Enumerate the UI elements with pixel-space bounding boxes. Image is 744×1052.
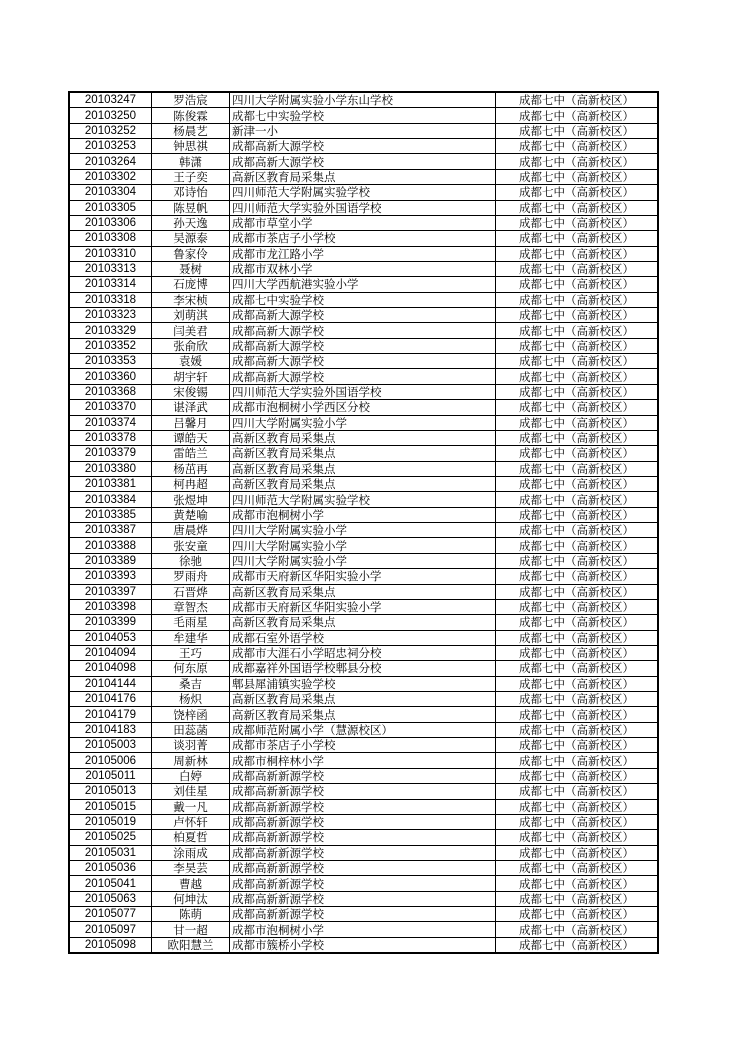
table-row [69, 645, 658, 660]
student-name-cell: 毛雨星 [152, 615, 230, 630]
student-name-cell: 韩潇 [152, 154, 230, 169]
admitted-school-cell: 成都七中（高新校区） [496, 922, 659, 937]
student-id-cell: 20105011 [69, 768, 152, 783]
table-row [69, 784, 658, 799]
student-id-cell: 20103387 [69, 523, 152, 538]
table-row [69, 768, 658, 783]
table-row [69, 661, 658, 676]
origin-school-cell: 成都高新大源学校 [230, 354, 496, 369]
table-row [69, 108, 658, 123]
origin-school-cell: 成都高新新源学校 [230, 768, 496, 783]
student-id-cell: 20103329 [69, 323, 152, 338]
origin-school-cell: 四川大学附属实验小学 [230, 415, 496, 430]
admission-list-table [68, 91, 659, 954]
student-id-cell: 20103252 [69, 123, 152, 138]
student-name-cell: 杨炽 [152, 692, 230, 707]
table-row [69, 876, 658, 891]
origin-school-cell: 高新区教育局采集点 [230, 476, 496, 491]
admitted-school-cell: 成都七中（高新校区） [496, 308, 659, 323]
student-name-cell: 曹越 [152, 876, 230, 891]
table-row [69, 907, 658, 922]
admitted-school-cell: 成都七中（高新校区） [496, 661, 659, 676]
table-row [69, 799, 658, 814]
admitted-school-cell: 成都七中（高新校区） [496, 261, 659, 276]
student-id-cell: 20103314 [69, 277, 152, 292]
table-row [69, 922, 658, 937]
student-id-cell: 20103310 [69, 246, 152, 261]
table-row [69, 92, 658, 108]
admitted-school-cell: 成都七中（高新校区） [496, 384, 659, 399]
student-id-cell: 20103308 [69, 231, 152, 246]
admitted-school-cell: 成都七中（高新校区） [496, 123, 659, 138]
admitted-school-cell: 成都七中（高新校区） [496, 799, 659, 814]
student-id-cell: 20103368 [69, 384, 152, 399]
table-row [69, 430, 658, 445]
origin-school-cell: 成都高新新源学校 [230, 799, 496, 814]
student-name-cell: 李昊芸 [152, 860, 230, 875]
origin-school-cell: 成都高新新源学校 [230, 784, 496, 799]
student-name-cell: 谌泽武 [152, 400, 230, 415]
table-row [69, 169, 658, 184]
student-id-cell: 20103389 [69, 553, 152, 568]
table-row [69, 200, 658, 215]
student-id-cell: 20105063 [69, 891, 152, 906]
origin-school-cell: 成都高新新源学校 [230, 891, 496, 906]
table-row [69, 937, 658, 953]
student-name-cell: 罗浩宸 [152, 92, 230, 108]
admitted-school-cell: 成都七中（高新校区） [496, 599, 659, 614]
student-name-cell: 章智杰 [152, 599, 230, 614]
origin-school-cell: 成都市茶店子小学校 [230, 738, 496, 753]
admitted-school-cell: 成都七中（高新校区） [496, 292, 659, 307]
student-name-cell: 黄楚喻 [152, 507, 230, 522]
admitted-school-cell: 成都七中（高新校区） [496, 692, 659, 707]
table-row [69, 707, 658, 722]
table-row [69, 323, 658, 338]
origin-school-cell: 成都高新新源学校 [230, 907, 496, 922]
student-name-cell: 涂雨成 [152, 845, 230, 860]
student-id-cell: 20103250 [69, 108, 152, 123]
student-name-cell: 甘一超 [152, 922, 230, 937]
student-name-cell: 孙天逸 [152, 215, 230, 230]
origin-school-cell: 成都高新大源学校 [230, 308, 496, 323]
table-row [69, 446, 658, 461]
student-id-cell: 20105013 [69, 784, 152, 799]
admitted-school-cell: 成都七中（高新校区） [496, 323, 659, 338]
origin-school-cell: 四川大学附属实验小学 [230, 553, 496, 568]
student-name-cell: 陈昱帆 [152, 200, 230, 215]
origin-school-cell: 成都市泡桐树小学 [230, 922, 496, 937]
admitted-school-cell: 成都七中（高新校区） [496, 830, 659, 845]
student-id-cell: 20103313 [69, 261, 152, 276]
admitted-school-cell: 成都七中（高新校区） [496, 937, 659, 953]
origin-school-cell: 成都高新大源学校 [230, 323, 496, 338]
student-name-cell: 吴源泰 [152, 231, 230, 246]
admitted-school-cell: 成都七中（高新校区） [496, 354, 659, 369]
admitted-school-cell: 成都七中（高新校区） [496, 784, 659, 799]
admitted-school-cell: 成都七中（高新校区） [496, 738, 659, 753]
origin-school-cell: 成都市大涯石小学昭忠祠分校 [230, 645, 496, 660]
student-name-cell: 袁媛 [152, 354, 230, 369]
origin-school-cell: 高新区教育局采集点 [230, 446, 496, 461]
student-id-cell: 20104183 [69, 722, 152, 737]
student-name-cell: 聂树 [152, 261, 230, 276]
student-name-cell: 戴一凡 [152, 799, 230, 814]
table-row [69, 185, 658, 200]
student-id-cell: 20103381 [69, 476, 152, 491]
admitted-school-cell: 成都七中（高新校区） [496, 860, 659, 875]
origin-school-cell: 成都高新新源学校 [230, 845, 496, 860]
table-row [69, 292, 658, 307]
admitted-school-cell: 成都七中（高新校区） [496, 876, 659, 891]
origin-school-cell: 成都高新新源学校 [230, 814, 496, 829]
origin-school-cell: 成都高新大源学校 [230, 369, 496, 384]
origin-school-cell: 四川大学附属实验小学 [230, 538, 496, 553]
student-name-cell: 张煜坤 [152, 492, 230, 507]
admitted-school-cell: 成都七中（高新校区） [496, 630, 659, 645]
table-row [69, 569, 658, 584]
student-name-cell: 陈萌 [152, 907, 230, 922]
student-id-cell: 20105098 [69, 937, 152, 953]
student-name-cell: 饶梓函 [152, 707, 230, 722]
admitted-school-cell: 成都七中（高新校区） [496, 92, 659, 108]
student-name-cell: 刘萌淇 [152, 308, 230, 323]
student-id-cell: 20103393 [69, 569, 152, 584]
student-id-cell: 20103304 [69, 185, 152, 200]
student-name-cell: 钟思祺 [152, 139, 230, 154]
admitted-school-cell: 成都七中（高新校区） [496, 139, 659, 154]
admitted-school-cell: 成都七中（高新校区） [496, 891, 659, 906]
student-id-cell: 20103378 [69, 430, 152, 445]
student-name-cell: 胡宇轩 [152, 369, 230, 384]
student-id-cell: 20104176 [69, 692, 152, 707]
admitted-school-cell: 成都七中（高新校区） [496, 231, 659, 246]
student-id-cell: 20105025 [69, 830, 152, 845]
table-row [69, 692, 658, 707]
student-name-cell: 卢怀轩 [152, 814, 230, 829]
admitted-school-cell: 成都七中（高新校区） [496, 277, 659, 292]
table-row [69, 461, 658, 476]
origin-school-cell: 四川师范大学附属实验学校 [230, 185, 496, 200]
origin-school-cell: 成都高新新源学校 [230, 860, 496, 875]
origin-school-cell: 四川大学西航港实验小学 [230, 277, 496, 292]
table-row [69, 615, 658, 630]
admitted-school-cell: 成都七中（高新校区） [496, 507, 659, 522]
student-name-cell: 鲁家伶 [152, 246, 230, 261]
student-id-cell: 20105036 [69, 860, 152, 875]
student-name-cell: 柯冉超 [152, 476, 230, 491]
student-id-cell: 20104179 [69, 707, 152, 722]
student-id-cell: 20105077 [69, 907, 152, 922]
admitted-school-cell: 成都七中（高新校区） [496, 907, 659, 922]
student-id-cell: 20103385 [69, 507, 152, 522]
table-row [69, 215, 658, 230]
student-name-cell: 李宋桢 [152, 292, 230, 307]
student-id-cell: 20105097 [69, 922, 152, 937]
origin-school-cell: 成都市茶店子小学校 [230, 231, 496, 246]
admitted-school-cell: 成都七中（高新校区） [496, 707, 659, 722]
origin-school-cell: 成都石室外语学校 [230, 630, 496, 645]
student-name-cell: 雷皓兰 [152, 446, 230, 461]
table-row [69, 415, 658, 430]
admitted-school-cell: 成都七中（高新校区） [496, 338, 659, 353]
student-name-cell: 柏夏哲 [152, 830, 230, 845]
student-id-cell: 20103360 [69, 369, 152, 384]
table-row [69, 354, 658, 369]
student-id-cell: 20103318 [69, 292, 152, 307]
admitted-school-cell: 成都七中（高新校区） [496, 615, 659, 630]
admitted-school-cell: 成都七中（高新校区） [496, 814, 659, 829]
table-row [69, 154, 658, 169]
origin-school-cell: 高新区教育局采集点 [230, 584, 496, 599]
student-id-cell: 20105015 [69, 799, 152, 814]
student-id-cell: 20103388 [69, 538, 152, 553]
student-name-cell: 田蕊菡 [152, 722, 230, 737]
table-row [69, 139, 658, 154]
admitted-school-cell: 成都七中（高新校区） [496, 492, 659, 507]
admitted-school-cell: 成都七中（高新校区） [496, 722, 659, 737]
origin-school-cell: 高新区教育局采集点 [230, 692, 496, 707]
student-name-cell: 唐晨烨 [152, 523, 230, 538]
admitted-school-cell: 成都七中（高新校区） [496, 676, 659, 691]
table-row [69, 384, 658, 399]
student-name-cell: 白婷 [152, 768, 230, 783]
student-name-cell: 何坤汰 [152, 891, 230, 906]
student-id-cell: 20105019 [69, 814, 152, 829]
table-row [69, 523, 658, 538]
student-id-cell: 20105031 [69, 845, 152, 860]
student-name-cell: 罗雨舟 [152, 569, 230, 584]
origin-school-cell: 成都市簇桥小学校 [230, 937, 496, 953]
student-id-cell: 20103353 [69, 354, 152, 369]
origin-school-cell: 成都高新新源学校 [230, 830, 496, 845]
table-row [69, 476, 658, 491]
origin-school-cell: 新津一小 [230, 123, 496, 138]
origin-school-cell: 成都嘉祥外国语学校郫县分校 [230, 661, 496, 676]
table-row [69, 553, 658, 568]
admitted-school-cell: 成都七中（高新校区） [496, 768, 659, 783]
student-id-cell: 20104098 [69, 661, 152, 676]
admitted-school-cell: 成都七中（高新校区） [496, 369, 659, 384]
student-id-cell: 20103302 [69, 169, 152, 184]
student-id-cell: 20103323 [69, 308, 152, 323]
table-row [69, 338, 658, 353]
admitted-school-cell: 成都七中（高新校区） [496, 584, 659, 599]
origin-school-cell: 四川师范大学实验外国语学校 [230, 384, 496, 399]
table-row [69, 738, 658, 753]
student-id-cell: 20103398 [69, 599, 152, 614]
admitted-school-cell: 成都七中（高新校区） [496, 461, 659, 476]
student-name-cell: 谈羽菁 [152, 738, 230, 753]
student-id-cell: 20104144 [69, 676, 152, 691]
student-id-cell: 20103397 [69, 584, 152, 599]
table-row [69, 400, 658, 415]
admitted-school-cell: 成都七中（高新校区） [496, 400, 659, 415]
table-row [69, 830, 658, 845]
student-name-cell: 石庞博 [152, 277, 230, 292]
student-name-cell: 王巧 [152, 645, 230, 660]
admitted-school-cell: 成都七中（高新校区） [496, 569, 659, 584]
table-row [69, 891, 658, 906]
table-row [69, 369, 658, 384]
student-name-cell: 欧阳慧兰 [152, 937, 230, 953]
student-id-cell: 20103305 [69, 200, 152, 215]
student-name-cell: 吕馨月 [152, 415, 230, 430]
student-id-cell: 20105041 [69, 876, 152, 891]
student-name-cell: 杨晨艺 [152, 123, 230, 138]
table-row [69, 860, 658, 875]
admitted-school-cell: 成都七中（高新校区） [496, 430, 659, 445]
student-id-cell: 20105006 [69, 753, 152, 768]
origin-school-cell: 成都市双林小学 [230, 261, 496, 276]
origin-school-cell: 高新区教育局采集点 [230, 615, 496, 630]
student-name-cell: 牟建华 [152, 630, 230, 645]
student-name-cell: 邓诗怡 [152, 185, 230, 200]
table-row [69, 507, 658, 522]
student-id-cell: 20103399 [69, 615, 152, 630]
student-name-cell: 宋俊锡 [152, 384, 230, 399]
admitted-school-cell: 成都七中（高新校区） [496, 154, 659, 169]
admitted-school-cell: 成都七中（高新校区） [496, 645, 659, 660]
student-id-cell: 20104094 [69, 645, 152, 660]
table-row [69, 845, 658, 860]
student-id-cell: 20103253 [69, 139, 152, 154]
admitted-school-cell: 成都七中（高新校区） [496, 446, 659, 461]
origin-school-cell: 成都高新大源学校 [230, 338, 496, 353]
table-row [69, 231, 658, 246]
admitted-school-cell: 成都七中（高新校区） [496, 538, 659, 553]
admitted-school-cell: 成都七中（高新校区） [496, 169, 659, 184]
table-row [69, 538, 658, 553]
table-row [69, 492, 658, 507]
origin-school-cell: 成都高新大源学校 [230, 139, 496, 154]
origin-school-cell: 成都七中实验学校 [230, 108, 496, 123]
student-id-cell: 20103370 [69, 400, 152, 415]
table-row [69, 753, 658, 768]
origin-school-cell: 成都市桐梓林小学 [230, 753, 496, 768]
table-row [69, 814, 658, 829]
student-name-cell: 陈俊霖 [152, 108, 230, 123]
table-row [69, 308, 658, 323]
origin-school-cell: 成都高新大源学校 [230, 154, 496, 169]
origin-school-cell: 成都高新新源学校 [230, 876, 496, 891]
student-name-cell: 王子奕 [152, 169, 230, 184]
student-name-cell: 周新林 [152, 753, 230, 768]
admitted-school-cell: 成都七中（高新校区） [496, 185, 659, 200]
admitted-school-cell: 成都七中（高新校区） [496, 215, 659, 230]
origin-school-cell: 四川大学附属实验小学东山学校 [230, 92, 496, 108]
student-name-cell: 桑吉 [152, 676, 230, 691]
table-row [69, 277, 658, 292]
table-body [69, 92, 658, 953]
student-name-cell: 闫美君 [152, 323, 230, 338]
table-row [69, 246, 658, 261]
admitted-school-cell: 成都七中（高新校区） [496, 476, 659, 491]
student-name-cell: 张安童 [152, 538, 230, 553]
student-id-cell: 20105003 [69, 738, 152, 753]
origin-school-cell: 四川师范大学实验外国语学校 [230, 200, 496, 215]
student-id-cell: 20104053 [69, 630, 152, 645]
table-row [69, 722, 658, 737]
origin-school-cell: 成都七中实验学校 [230, 292, 496, 307]
admitted-school-cell: 成都七中（高新校区） [496, 415, 659, 430]
origin-school-cell: 高新区教育局采集点 [230, 430, 496, 445]
student-name-cell: 徐驰 [152, 553, 230, 568]
origin-school-cell: 成都市泡桐树小学 [230, 507, 496, 522]
origin-school-cell: 成都市草堂小学 [230, 215, 496, 230]
table-row [69, 584, 658, 599]
admitted-school-cell: 成都七中（高新校区） [496, 108, 659, 123]
origin-school-cell: 成都市天府新区华阳实验小学 [230, 569, 496, 584]
student-name-cell: 张俞欣 [152, 338, 230, 353]
student-name-cell: 杨茁再 [152, 461, 230, 476]
student-id-cell: 20103306 [69, 215, 152, 230]
table-row [69, 123, 658, 138]
student-id-cell: 20103380 [69, 461, 152, 476]
student-name-cell: 刘佳星 [152, 784, 230, 799]
student-name-cell: 石晋烨 [152, 584, 230, 599]
origin-school-cell: 四川大学附属实验小学 [230, 523, 496, 538]
admitted-school-cell: 成都七中（高新校区） [496, 553, 659, 568]
admitted-school-cell: 成都七中（高新校区） [496, 200, 659, 215]
origin-school-cell: 成都师范附属小学（慧源校区） [230, 722, 496, 737]
table-row [69, 599, 658, 614]
origin-school-cell: 成都市天府新区华阳实验小学 [230, 599, 496, 614]
origin-school-cell: 郫县犀浦镇实验学校 [230, 676, 496, 691]
origin-school-cell: 高新区教育局采集点 [230, 707, 496, 722]
table-row [69, 676, 658, 691]
origin-school-cell: 成都市泡桐树小学西区分校 [230, 400, 496, 415]
student-name-cell: 何东原 [152, 661, 230, 676]
admitted-school-cell: 成都七中（高新校区） [496, 523, 659, 538]
admitted-school-cell: 成都七中（高新校区） [496, 246, 659, 261]
table-row [69, 630, 658, 645]
student-id-cell: 20103352 [69, 338, 152, 353]
origin-school-cell: 成都市龙江路小学 [230, 246, 496, 261]
student-id-cell: 20103379 [69, 446, 152, 461]
admitted-school-cell: 成都七中（高新校区） [496, 753, 659, 768]
origin-school-cell: 高新区教育局采集点 [230, 169, 496, 184]
student-id-cell: 20103374 [69, 415, 152, 430]
student-name-cell: 谭皓天 [152, 430, 230, 445]
table-row [69, 261, 658, 276]
origin-school-cell: 四川师范大学附属实验学校 [230, 492, 496, 507]
admitted-school-cell: 成都七中（高新校区） [496, 845, 659, 860]
student-id-cell: 20103264 [69, 154, 152, 169]
student-id-cell: 20103247 [69, 92, 152, 108]
student-id-cell: 20103384 [69, 492, 152, 507]
origin-school-cell: 高新区教育局采集点 [230, 461, 496, 476]
